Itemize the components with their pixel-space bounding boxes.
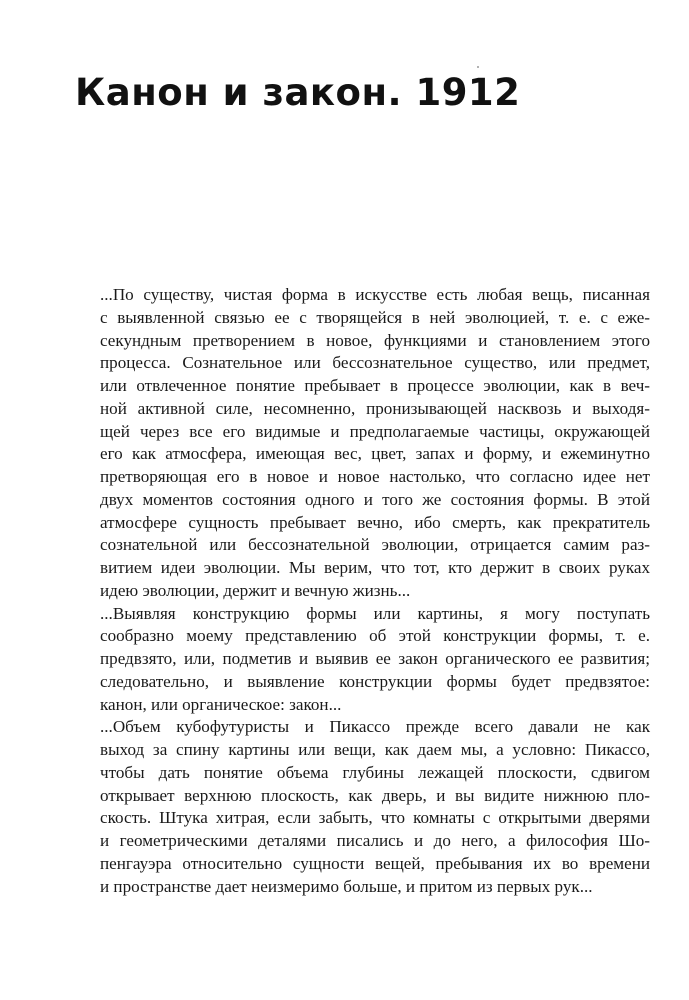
text-line: или отвлеченное понятие пребывает в процессе эволюции, как в веч- xyxy=(100,376,650,395)
paragraph-1 xyxy=(76,284,650,603)
text-line: атмосфере сущность пребывает вечно, ибо смерть, как прекратитель xyxy=(100,512,650,532)
text-line: и пространстве дает неизмеримо больше, и притом из первых рук... xyxy=(100,876,593,896)
text-line: следовательно, и выявление конструкции формы будет предвзятое: xyxy=(100,671,650,691)
text-line: скость. Штука хитрая, если забыть, что комнаты с открытыми дверями xyxy=(100,808,650,828)
text-line: канон, или органическое: закон... xyxy=(100,694,342,714)
paragraph-2 xyxy=(76,603,650,717)
text-line: щей через все его видимые и предполагаемые частицы, окружающей xyxy=(100,421,650,441)
text-line: идею эволюции, держит и вечную жизнь... xyxy=(100,580,411,600)
text-line: пенгауэра относительно сущности вещей, пребывания их во времени xyxy=(100,853,650,873)
text-line: с выявленной связью ее с творящейся в ней эволюцией, т. е. с еже- xyxy=(100,307,650,327)
text-line: витием идеи эволюции. Мы верим, что тот, кто держит в своих руках xyxy=(100,558,650,577)
chapter-body xyxy=(76,284,650,898)
text-line: предвзято, или, подметив и выявив ее закон органического ее развития; xyxy=(100,649,650,668)
text-line: чтобы дать понятие объема глубины лежащей плоскости, сдвигом xyxy=(100,762,650,782)
text-line: сознательной или бессознательной эволюции, отрицается самим раз- xyxy=(100,535,650,555)
text-line: секундным претворением в новое, функциями и становлением этого xyxy=(100,330,650,350)
text-line: ной активной силе, несомненно, пронизывающей насквозь и выходя- xyxy=(100,398,650,418)
text-line: его как атмосфера, имеющая вес, цвет, запах и форму, и ежеминутно xyxy=(100,444,650,464)
print-speck xyxy=(477,66,479,68)
text-line: ...Выявляя конструкцию формы или картины, я могу поступать xyxy=(100,603,650,623)
text-line: двух моментов состояния одного и того же состояния формы. В этой xyxy=(100,489,650,509)
text-line: ...Объем кубофутуристы и Пикассо прежде всего давали не как xyxy=(100,717,650,737)
paragraph-3 xyxy=(76,716,650,898)
text-line: выход за спину картины или вещи, как даем мы, а условно: Пикассо, xyxy=(100,740,650,759)
text-line: процесса. Сознательное или бессознательное существо, или предмет, xyxy=(100,353,650,373)
text-line: сообразно моему представлению об этой конструкции формы, т. е. xyxy=(100,626,650,646)
text-line: и геометрическими деталями писались и до него, а философия Шо- xyxy=(100,831,650,850)
text-line: ...По существу, чистая форма в искусстве есть любая вещь, писанная xyxy=(100,285,650,304)
text-line: открывает верхнюю плоскость, как дверь, и вы видите нижнюю пло- xyxy=(100,785,650,805)
chapter-title: Канон и закон. 1912 xyxy=(75,71,521,114)
text-line: претворяющая его в новое и новое настолько, что согласно идее нет xyxy=(100,467,650,486)
